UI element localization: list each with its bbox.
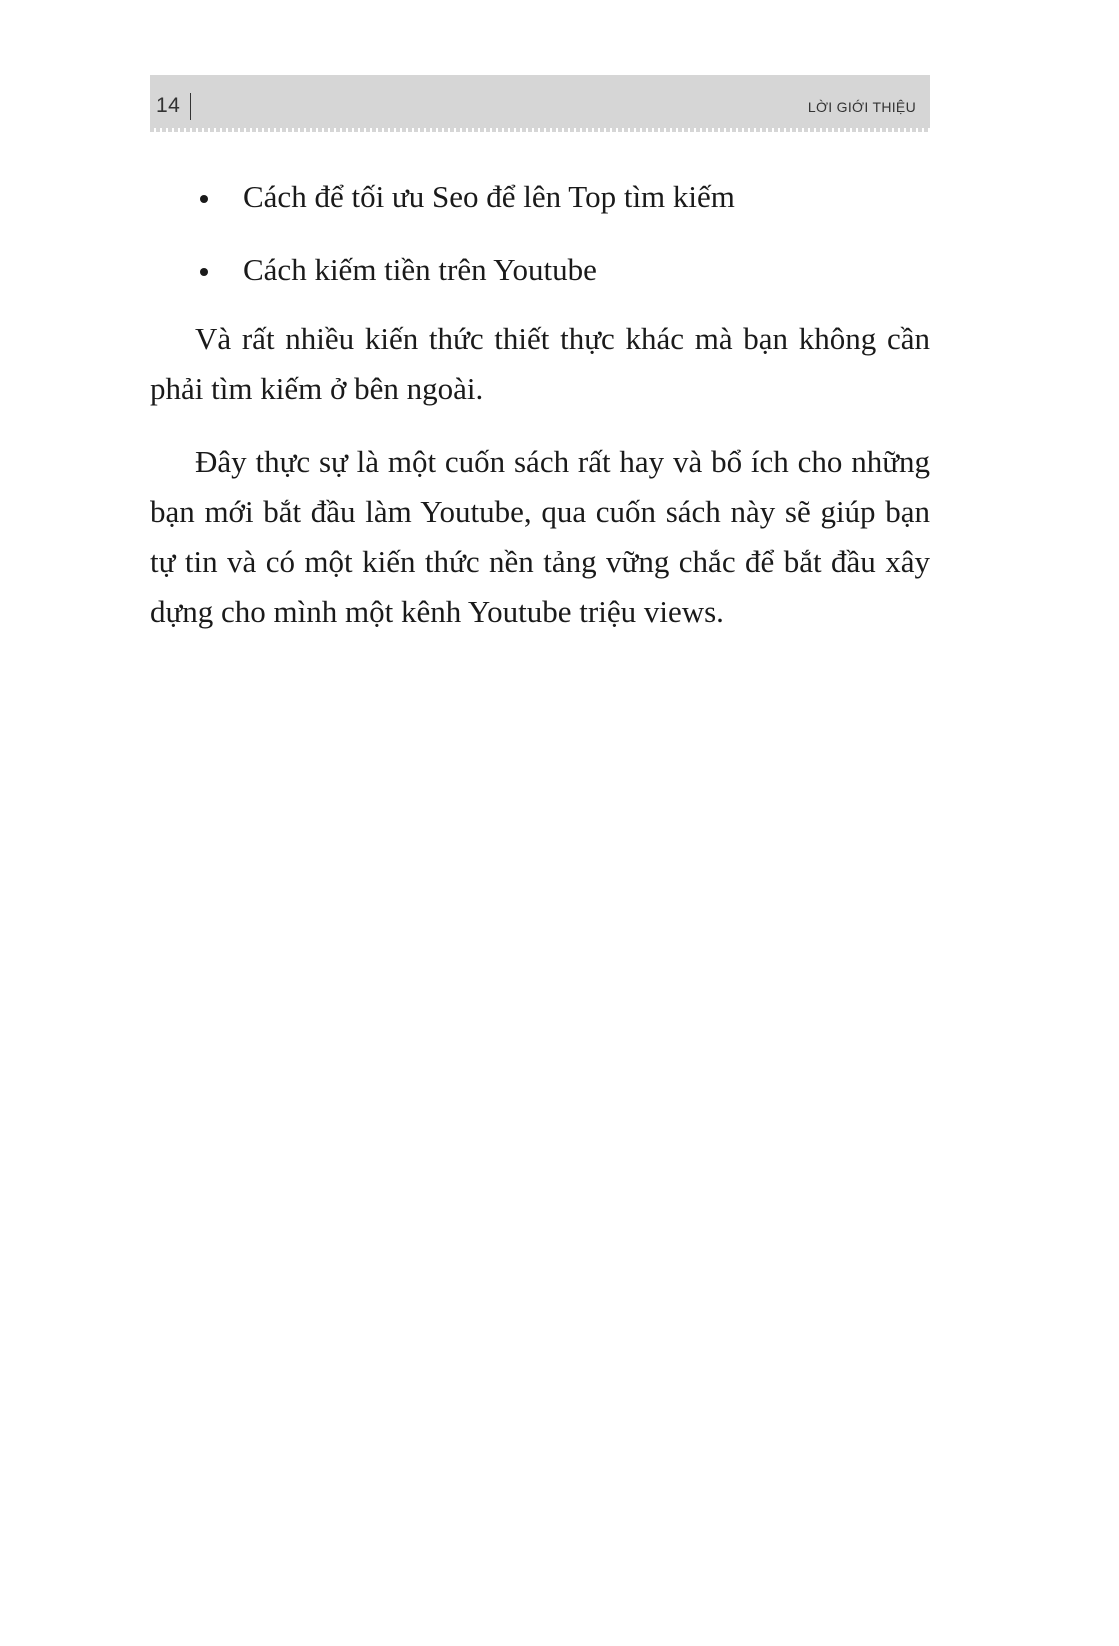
page-number: 14 <box>156 94 181 117</box>
bullet-icon <box>200 195 208 203</box>
header-divider <box>190 93 191 120</box>
list-item <box>150 241 930 314</box>
bullet-list <box>150 168 930 314</box>
paragraph: Đây thực sự là một cuốn sách rất hay và bổ ích cho những bạn mới bắt đầu làm Youtube, qua cuốn sách này sẽ giúp bạn tự tin và có một kiến thức nền tảng vững chắc để bắt đầu xây dựng cho mình một kênh Youtube triệu views. <box>150 444 930 629</box>
list-item-text: Cách kiếm tiền trên Youtube <box>243 252 597 287</box>
running-title: LỜI GIỚI THIỆU <box>807 99 916 115</box>
list-item-text: Cách để tối ưu Seo để lên Top tìm kiếm <box>243 179 735 214</box>
bullet-icon <box>200 268 208 276</box>
body-text <box>150 168 930 637</box>
list-item <box>150 168 930 241</box>
paragraph: Và rất nhiều kiến thức thiết thực khác mà bạn không cần phải tìm kiếm ở bên ngoài. <box>150 321 930 406</box>
